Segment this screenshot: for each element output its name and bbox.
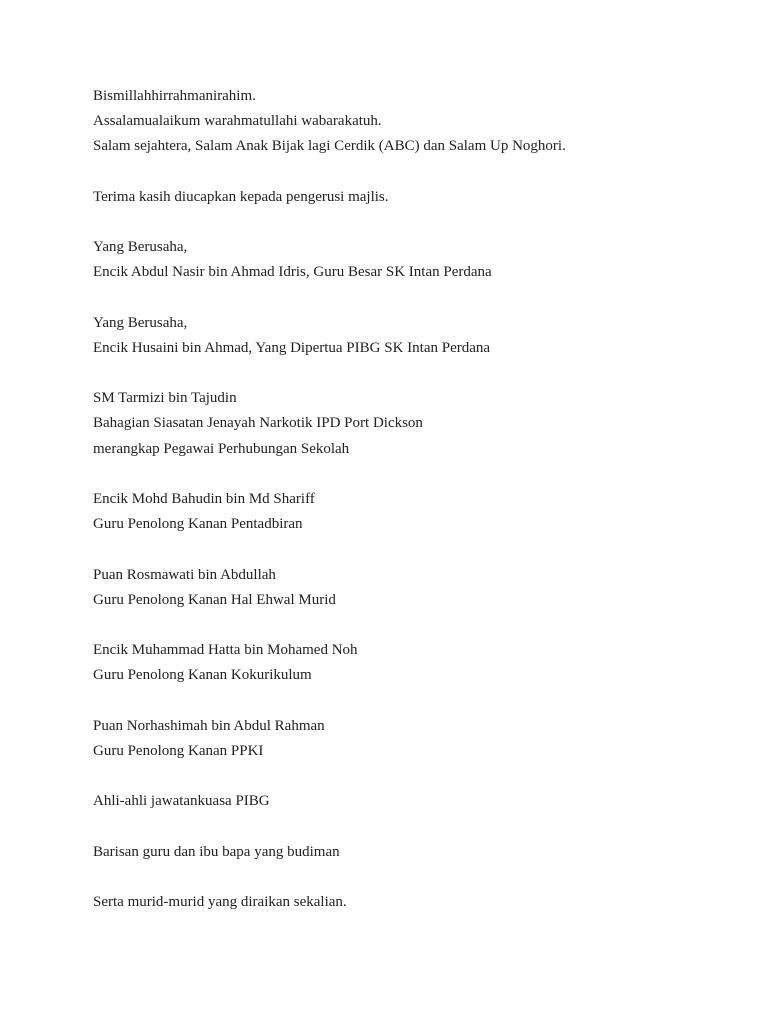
paragraph-gap <box>93 689 713 714</box>
guest-block-headmaster <box>93 235 713 285</box>
paragraph-gap <box>93 210 713 235</box>
paragraph-gap <box>93 865 713 890</box>
paragraph-gap <box>93 613 713 638</box>
guest-line: Bahagian Siasatan Jenayah Narkotik IPD Port Dickson <box>93 415 423 432</box>
guest-block-pibg-chair <box>93 311 713 361</box>
paragraph-gap <box>93 537 713 562</box>
paragraph-gap <box>93 814 713 839</box>
guest-line: Encik Muhammad Hatta bin Mohamed Noh <box>93 642 358 659</box>
guest-line: Yang Berusaha, <box>93 314 188 331</box>
paragraph-gap <box>93 361 713 386</box>
guest-line: Serta murid-murid yang diraikan sekalian. <box>93 894 347 910</box>
paragraph-gap <box>93 764 713 789</box>
paragraph-gap <box>93 160 713 185</box>
guest-block-teachers-parents <box>93 840 713 865</box>
thanks-line: Terima kasih diucapkan kepada pengerusi majlis. <box>93 188 389 205</box>
guest-line: Guru Penolong Kanan Hal Ehwal Murid <box>93 591 336 608</box>
guest-block-admin <box>93 487 713 537</box>
guest-line: Guru Penolong Kanan Kokurikulum <box>93 667 312 684</box>
opening-line: Salam sejahtera, Salam Anak Bijak lagi Cerdik (ABC) dan Salam Up Noghori. <box>93 138 566 155</box>
paragraph-gap <box>93 462 713 487</box>
guest-block-cocurriculum <box>93 638 713 688</box>
guest-line: Ahli-ahli jawatankuasa PIBG <box>93 793 270 810</box>
guest-block-liaison-officer <box>93 386 713 462</box>
opening-line: Bismillahhirrahmanirahim. <box>93 88 256 104</box>
guest-line: merangkap Pegawai Perhubungan Sekolah <box>93 440 350 457</box>
speech-text <box>93 84 713 915</box>
paragraph-gap <box>93 286 713 311</box>
guest-block-student-affairs <box>93 563 713 613</box>
guest-line: SM Tarmizi bin Tajudin <box>93 390 237 407</box>
guest-block-committee <box>93 789 713 814</box>
guest-block-ppki <box>93 714 713 764</box>
opening-block <box>93 84 713 160</box>
guest-line: Guru Penolong Kanan Pentadbiran <box>93 516 303 533</box>
guest-line: Puan Rosmawati bin Abdullah <box>93 566 276 583</box>
guest-line: Encik Abdul Nasir bin Ahmad Idris, Guru Besar SK Intan Perdana <box>93 264 492 281</box>
guest-line: Puan Norhashimah bin Abdul Rahman <box>93 717 325 734</box>
guest-block-students <box>93 890 713 915</box>
guest-line: Encik Husaini bin Ahmad, Yang Dipertua PIBG SK Intan Perdana <box>93 339 491 356</box>
guest-line: Guru Penolong Kanan PPKI <box>93 742 264 759</box>
guest-line: Barisan guru dan ibu bapa yang budiman <box>93 843 340 860</box>
thanks-block <box>93 185 713 210</box>
guest-line: Encik Mohd Bahudin bin Md Shariff <box>93 491 315 507</box>
guest-line: Yang Berusaha, <box>93 239 188 256</box>
opening-line: Assalamualaikum warahmatullahi wabarakatuh. <box>93 113 382 130</box>
